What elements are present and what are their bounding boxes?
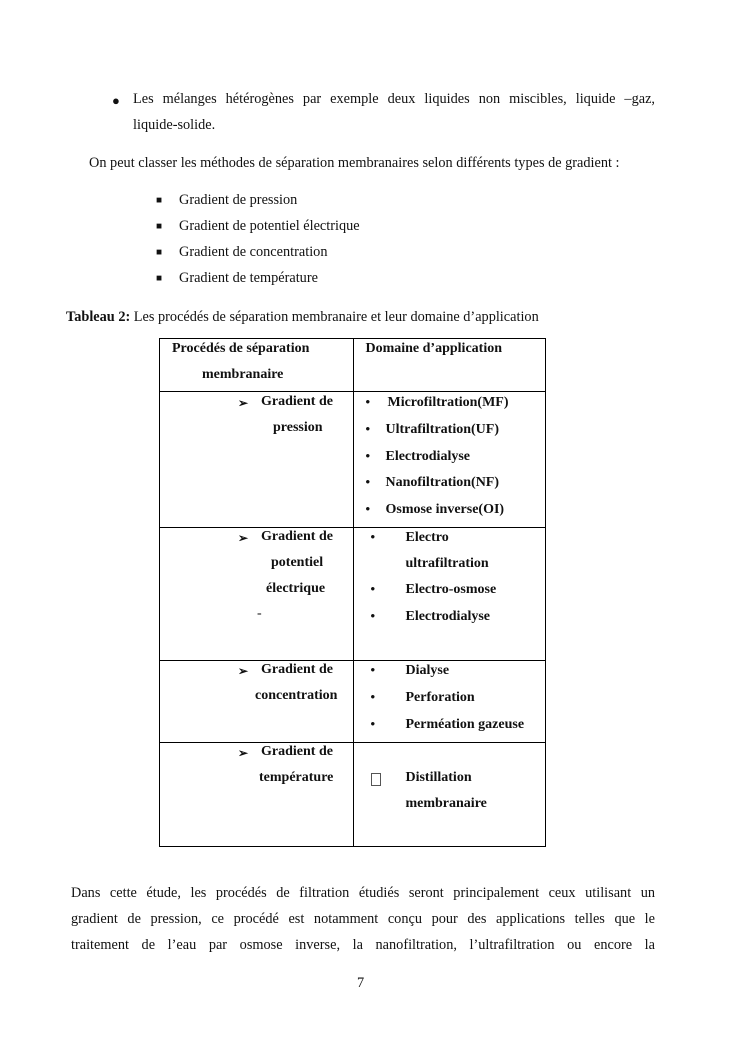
- bullet-icon: •: [370, 608, 376, 623]
- application-item: Distillation: [405, 770, 472, 785]
- bullet-text-line1: Les mélanges hétérogènes par exemple deux liquides non miscibles, liquide –gaz,: [133, 91, 655, 107]
- bullet-icon: •: [370, 689, 376, 704]
- bullet-icon: ●: [112, 93, 120, 108]
- arrow-bullet-icon: ➢: [238, 746, 249, 760]
- application-item: Nanofiltration(NF): [385, 475, 500, 490]
- procede-line: Gradient de: [261, 662, 333, 677]
- application-item: Dialyse: [405, 663, 450, 678]
- table-caption-text: Les procédés de séparation membranaire et leur domaine d’application: [130, 309, 539, 325]
- application-item: Electro: [405, 530, 449, 545]
- procede-line: concentration: [255, 688, 338, 703]
- bullet-icon: •: [370, 662, 376, 677]
- gradient-item: Gradient de pression: [179, 192, 298, 208]
- conclusion-line: Dans cette étude, les procédés de filtration étudiés seront principalement ceux utilisant un: [71, 885, 655, 901]
- page-number: 7: [357, 975, 365, 991]
- application-item: Electrodialyse: [405, 609, 490, 624]
- arrow-bullet-icon: ➢: [238, 531, 249, 545]
- application-item: Ultrafiltration(UF): [385, 422, 500, 437]
- application-item: Electro-osmose: [405, 582, 497, 597]
- arrow-bullet-icon: ➢: [238, 664, 249, 678]
- procede-line: potentiel: [271, 555, 324, 570]
- bullet-text-line2: liquide-solide.: [133, 117, 216, 133]
- conclusion-line: traitement de l’eau par osmose inverse, la nanofiltration, l’ultrafiltration ou encore la: [71, 937, 655, 953]
- table-row: [160, 528, 546, 661]
- procedes-table: [159, 338, 546, 847]
- gradient-item: Gradient de concentration: [179, 244, 328, 260]
- bullet-icon: •: [365, 474, 371, 489]
- square-bullet-icon: ■: [156, 195, 163, 206]
- square-bullet-icon: ■: [156, 221, 163, 232]
- application-item: Perméation gazeuse: [405, 717, 525, 732]
- procede-line: Gradient de: [261, 529, 333, 544]
- bullet-icon: •: [365, 394, 371, 409]
- square-bullet-icon: ■: [156, 247, 163, 258]
- application-item: Microfiltration(MF): [387, 395, 509, 410]
- procede-line: température: [259, 770, 334, 785]
- table-row: [160, 743, 546, 847]
- table-header-row: [160, 339, 546, 392]
- missing-glyph-icon: [371, 772, 381, 788]
- application-item-continuation: membranaire: [405, 796, 487, 811]
- classification-sentence: On peut classer les méthodes de séparation membranaires selon différents types de gradient :: [89, 155, 620, 171]
- gradient-item: Gradient de température: [179, 270, 318, 286]
- bullet-icon: •: [365, 421, 371, 436]
- application-item: Perforation: [405, 690, 475, 705]
- conclusion-line: gradient de pression, ce procédé est notamment conçu pour des applications telles que le: [71, 911, 655, 927]
- square-bullet-icon: ■: [156, 273, 163, 284]
- header-procedes-line2: membranaire: [202, 367, 284, 382]
- header-procedes-line1: Procédés de séparation: [172, 341, 310, 356]
- procede-line: Gradient de: [261, 744, 333, 759]
- procede-line: électrique: [266, 581, 326, 596]
- arrow-bullet-icon: ➢: [238, 396, 249, 410]
- header-domaine: Domaine d’application: [365, 341, 502, 356]
- table-row: [160, 661, 546, 743]
- bullet-icon: •: [370, 581, 376, 596]
- application-item: Osmose inverse(OI): [385, 502, 505, 517]
- bullet-icon: •: [370, 716, 376, 731]
- gradient-item: Gradient de potentiel électrique: [179, 218, 360, 234]
- application-item: Electrodialyse: [385, 449, 470, 464]
- table-caption-label: Tableau 2:: [66, 309, 131, 325]
- bullet-icon: •: [365, 501, 371, 516]
- bullet-icon: •: [365, 448, 371, 463]
- procede-line: pression: [273, 420, 323, 435]
- dash-mark: -: [257, 606, 262, 621]
- bullet-icon: •: [370, 529, 376, 544]
- procede-line: Gradient de: [261, 394, 333, 409]
- table-caption: [66, 309, 539, 326]
- application-item-continuation: ultrafiltration: [405, 556, 489, 571]
- table-row: [160, 392, 546, 528]
